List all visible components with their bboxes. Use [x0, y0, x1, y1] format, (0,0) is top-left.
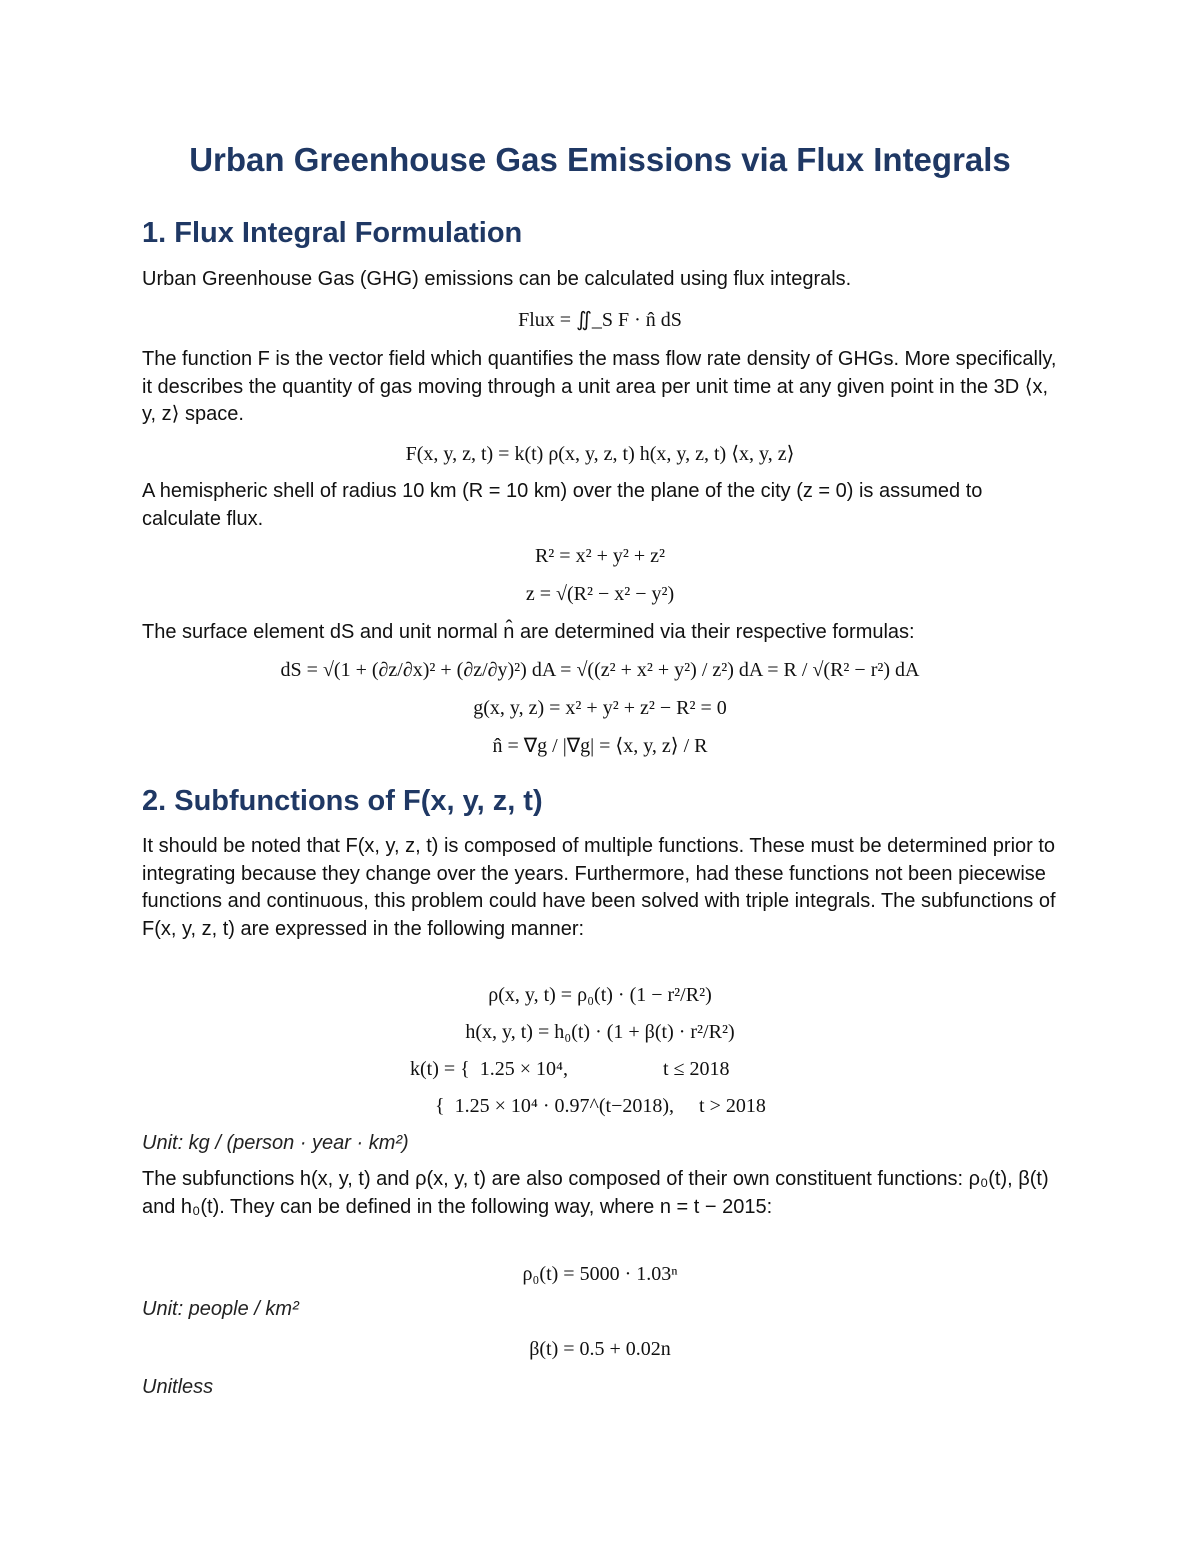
- document-title: Urban Greenhouse Gas Emissions via Flux Integrals: [189, 141, 1011, 178]
- z-equation: z = √(R² − x² − y²): [525, 583, 675, 605]
- h-equation: h(x, y, t) = h₀(t) · (1 + β(t) · r²/R²): [465, 1021, 735, 1043]
- hemisphere-paragraph: A hemispheric shell of radius 10 km (R = 10 km) over the plane of the city (z = 0) is assumed to calculate flux.: [142, 480, 983, 530]
- section-1-intro: Urban Greenhouse Gas (GHG) emissions can be calculated using flux integrals.: [142, 268, 852, 290]
- section-1-heading: 1. Flux Integral Formulation: [142, 217, 523, 249]
- beta-equation: β(t) = 0.5 + 0.02n: [529, 1338, 671, 1360]
- constituent-functions-paragraph: The subfunctions h(x, y, t) and ρ(x, y, t) are also composed of their own constituent functions: ρ₀(t), β(t) and h₀(t). They can be defined in the following way, where n = t − 2015:: [142, 1168, 1049, 1218]
- section-2-heading: 2. Subfunctions of F(x, y, z, t): [142, 785, 543, 817]
- subfunctions-intro-paragraph: It should be noted that F(x, y, z, t) is composed of multiple functions. These must be determined prior to integrating because they change over the years. Furthermore, had these functions not been piecewise functions and continuous, this problem could have been solved with triple integrals. The subfunctions of F(x, y, z, t) are expressed in the following manner:: [142, 835, 1056, 940]
- rho0-equation: ρ₀(t) = 5000 · 1.03ⁿ: [522, 1263, 678, 1285]
- sphere-equation: R² = x² + y² + z²: [534, 545, 666, 567]
- unit-normal-equation: n̂ = ∇g / |∇g| = ⟨x, y, z⟩ / R: [492, 735, 708, 757]
- flux-equation: Flux = ∬_S F · n̂ dS: [518, 309, 682, 331]
- constraint-equation: g(x, y, z) = x² + y² + z² − R² = 0: [473, 697, 727, 719]
- k-unit-label: Unit: kg / (person · year · km²): [142, 1132, 409, 1154]
- rho-equation: ρ(x, y, t) = ρ₀(t) · (1 − r²/R²): [488, 984, 712, 1006]
- vector-field-paragraph: The function F is the vector field which quantifies the mass flow rate density of GHGs. More specifically, it describes the quantity of gas moving through a unit area per unit time at any given point in the 3D ⟨x, y, z⟩ space.: [142, 348, 1057, 425]
- vector-field-equation: F(x, y, z, t) = k(t) ρ(x, y, z, t) h(x, y, z, t) ⟨x, y, z⟩: [405, 443, 795, 465]
- rho0-unit-label: Unit: people / km²: [142, 1298, 299, 1320]
- k-equation-line-1: k(t) = { 1.25 × 10⁴, t ≤ 2018: [410, 1058, 730, 1080]
- surface-element-paragraph: The surface element dS and unit normal n̂ are determined via their respective formulas:: [142, 621, 915, 643]
- k-equation-line-2: { 1.25 × 10⁴ · 0.97^(t−2018), t > 2018: [435, 1095, 766, 1117]
- beta-unit-label: Unitless: [142, 1376, 214, 1398]
- surface-element-equation: dS = √(1 + (∂z/∂x)² + (∂z/∂y)²) dA = √((z² + x² + y²) / z²) dA = R / √(R² − r²) dA: [280, 659, 920, 681]
